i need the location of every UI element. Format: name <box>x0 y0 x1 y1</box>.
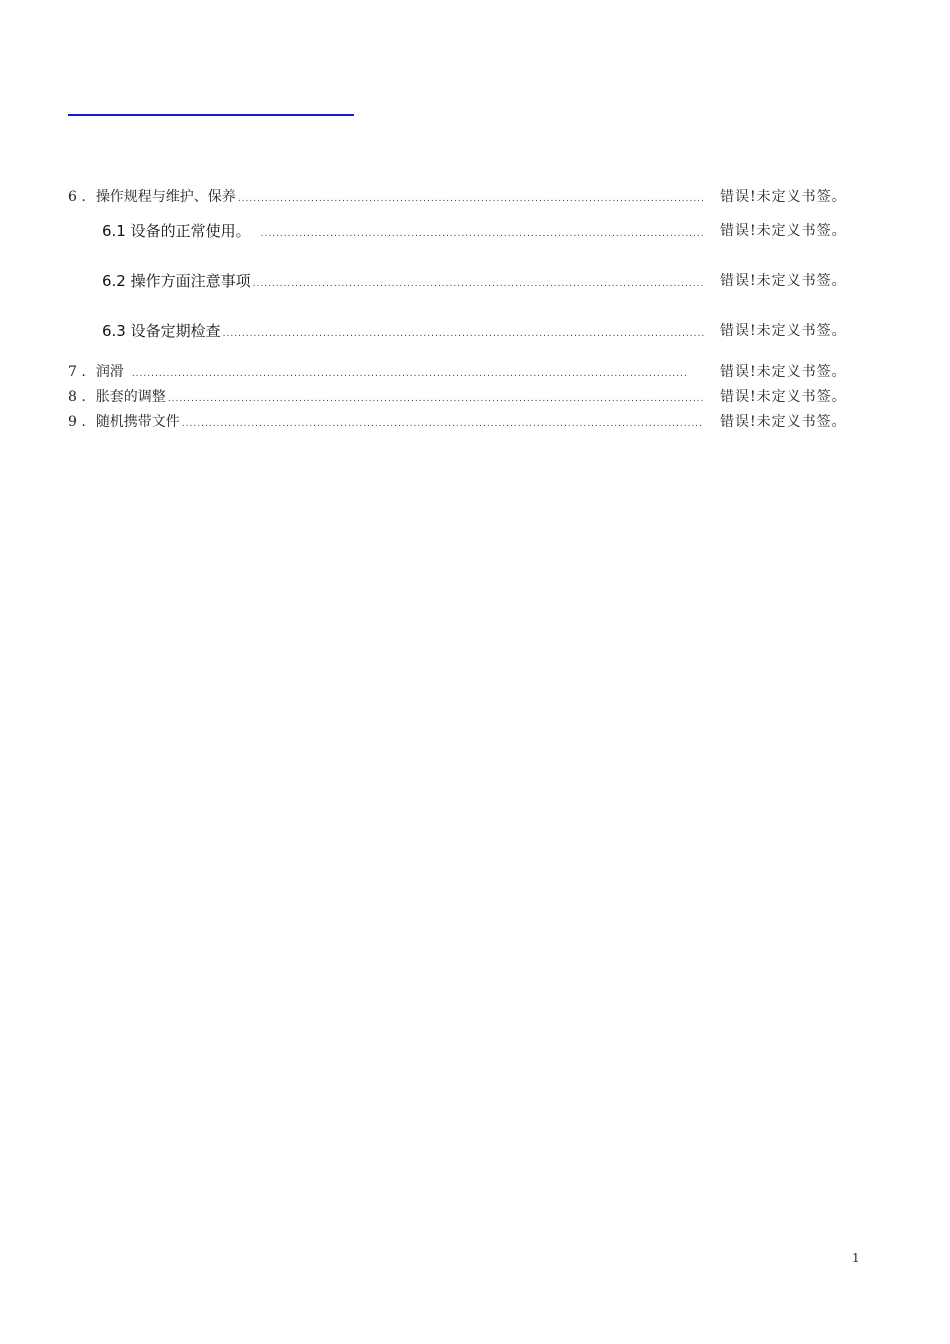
toc-entry-label: 胀套的调整 <box>95 389 166 405</box>
toc-page-ref: 错误!未定义书签。 <box>720 323 847 339</box>
toc-leader-dots <box>261 229 704 239</box>
toc-page-ref: 错误!未定义书签。 <box>720 189 847 205</box>
toc-entry-6-3[interactable] <box>102 320 708 342</box>
toc-leader-dots <box>253 279 704 289</box>
toc-entry-number: 9 . <box>68 414 86 430</box>
page-number: 1 <box>852 1251 860 1265</box>
toc-page-ref: 错误!未定义书签。 <box>720 414 847 430</box>
toc-entry-6-1[interactable] <box>102 220 708 242</box>
toc-page-ref: 错误!未定义书签。 <box>720 364 847 380</box>
toc-entry-label: 6.2 操作方面注意事项 <box>102 272 251 290</box>
toc-leader-dots <box>132 369 688 379</box>
toc-entry-7[interactable] <box>68 361 692 383</box>
toc-entry-number: 8 . <box>68 389 86 405</box>
toc-entry-6-2[interactable] <box>102 270 708 292</box>
toc-entry-6[interactable] <box>68 186 708 208</box>
toc-leader-dots <box>168 394 704 404</box>
header-rule <box>68 114 354 116</box>
toc-entry-number: 7 . <box>68 364 86 380</box>
toc-page-ref: 错误!未定义书签。 <box>720 389 847 405</box>
toc-leader-dots <box>238 194 704 204</box>
toc-entry-8[interactable] <box>68 386 708 408</box>
toc-entry-label: 润滑 <box>95 364 124 380</box>
toc-page-ref: 错误!未定义书签。 <box>720 273 847 289</box>
toc-entry-number: 6 . <box>68 189 86 205</box>
toc-entry-label: 6.1 设备的正常使用。 <box>102 222 251 240</box>
toc-entry-label: 操作规程与维护、保养 <box>95 189 236 205</box>
toc-entry-9[interactable] <box>68 411 708 433</box>
toc-entry-label: 随机携带文件 <box>95 414 180 430</box>
toc-leader-dots <box>223 329 704 339</box>
toc-entry-label: 6.3 设备定期检查 <box>102 322 221 340</box>
toc-page-ref: 错误!未定义书签。 <box>720 223 847 239</box>
toc-leader-dots <box>182 419 704 429</box>
